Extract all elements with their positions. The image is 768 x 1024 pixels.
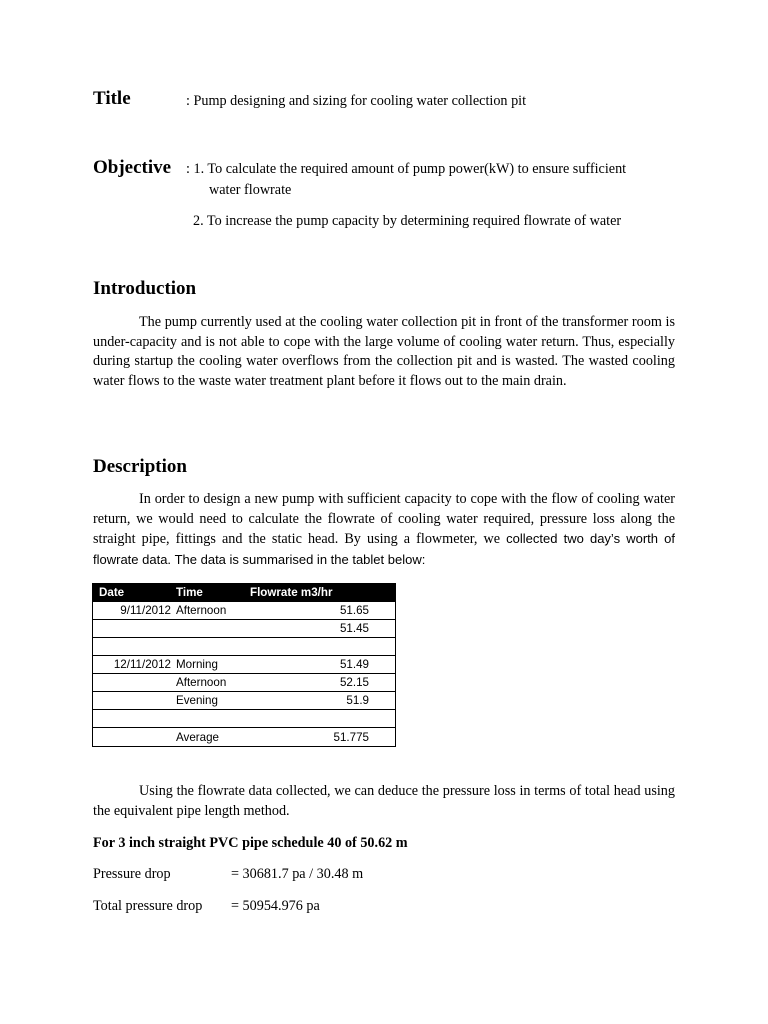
pressure-drop-label: Pressure drop bbox=[93, 866, 171, 882]
table-cell-flowrate: 52.15 bbox=[339, 676, 369, 689]
objective-item-1-cont: water flowrate bbox=[209, 182, 292, 198]
table-header-date: Date bbox=[99, 586, 125, 599]
pipe-subheading: For 3 inch straight PVC pipe schedule 40 of 50.62 m bbox=[93, 835, 408, 851]
table-cell-time: Afternoon bbox=[176, 604, 227, 617]
table-cell-flowrate: 51.9 bbox=[346, 694, 369, 707]
table-row bbox=[93, 656, 395, 674]
table-cell-flowrate: 51.775 bbox=[333, 730, 369, 744]
table-cell-date: 12/11/2012 bbox=[113, 658, 171, 671]
table-row bbox=[93, 602, 395, 620]
description-text-2: collected two day’s worth of flowrate data. bbox=[93, 531, 675, 567]
table-cell-time: Morning bbox=[176, 658, 218, 671]
title-label: Title bbox=[93, 88, 131, 109]
table-cell-date: 9/11/2012 bbox=[120, 604, 171, 617]
table-row bbox=[93, 692, 395, 710]
table-cell-time: Afternoon bbox=[176, 676, 227, 689]
introduction-heading: Introduction bbox=[93, 278, 197, 299]
objective-item-2: 2. To increase the pump capacity by determining required flowrate of water bbox=[193, 213, 622, 229]
total-pressure-drop-label: Total pressure drop bbox=[93, 898, 203, 914]
table-header-row bbox=[93, 584, 395, 602]
description-paragraph bbox=[93, 490, 675, 570]
flowrate-table bbox=[92, 583, 396, 747]
description-text-1: In order to design a new pump with sufficient capacity to cope with the flow of cooling water return, we would need to calculate the flowrate of cooling water required, pressure loss along the straight pipe, fittings and the static head. By using a flowmeter, we bbox=[93, 491, 675, 548]
description-text-3: The data is summarised in the tablet below: bbox=[174, 551, 426, 567]
table-header-flowrate: Flowrate m3/hr bbox=[250, 586, 333, 599]
table-row bbox=[93, 674, 395, 692]
table-cell-time: Average bbox=[176, 730, 219, 744]
table-cell-flowrate: 51.65 bbox=[339, 604, 369, 617]
total-pressure-drop-value: = 50954.976 pa bbox=[231, 898, 320, 914]
table-row-average bbox=[93, 728, 395, 746]
table-cell-time: Evening bbox=[176, 694, 218, 707]
title-text: : Pump designing and sizing for cooling water collection pit bbox=[186, 93, 527, 109]
table-header-time: Time bbox=[176, 586, 203, 599]
pressure-loss-paragraph: Using the flowrate data collected, we can deduce the pressure loss in terms of total head using the equivalent pipe length method. bbox=[93, 783, 675, 819]
objective-label: Objective bbox=[93, 157, 172, 178]
introduction-paragraph: The pump currently used at the cooling water collection pit in front of the transformer room is under-capacity and is not able to cope with the large volume of cooling water return. Thus, especially during startup the cooling water overflows from the collection pit and is wasted. The wasted cooling water flows to the waste water treatment plant before it flows out to the main drain. bbox=[93, 314, 675, 389]
objective-item-1: : 1. To calculate the required amount of pump power(kW) to ensure sufficient bbox=[186, 161, 627, 177]
table-row bbox=[93, 620, 395, 638]
table-row bbox=[93, 638, 395, 656]
description-heading: Description bbox=[93, 456, 187, 477]
table-cell-flowrate: 51.49 bbox=[339, 658, 369, 671]
table-row bbox=[93, 710, 395, 728]
table-cell-flowrate: 51.45 bbox=[339, 622, 369, 635]
pressure-drop-value: = 30681.7 pa / 30.48 m bbox=[231, 866, 364, 882]
